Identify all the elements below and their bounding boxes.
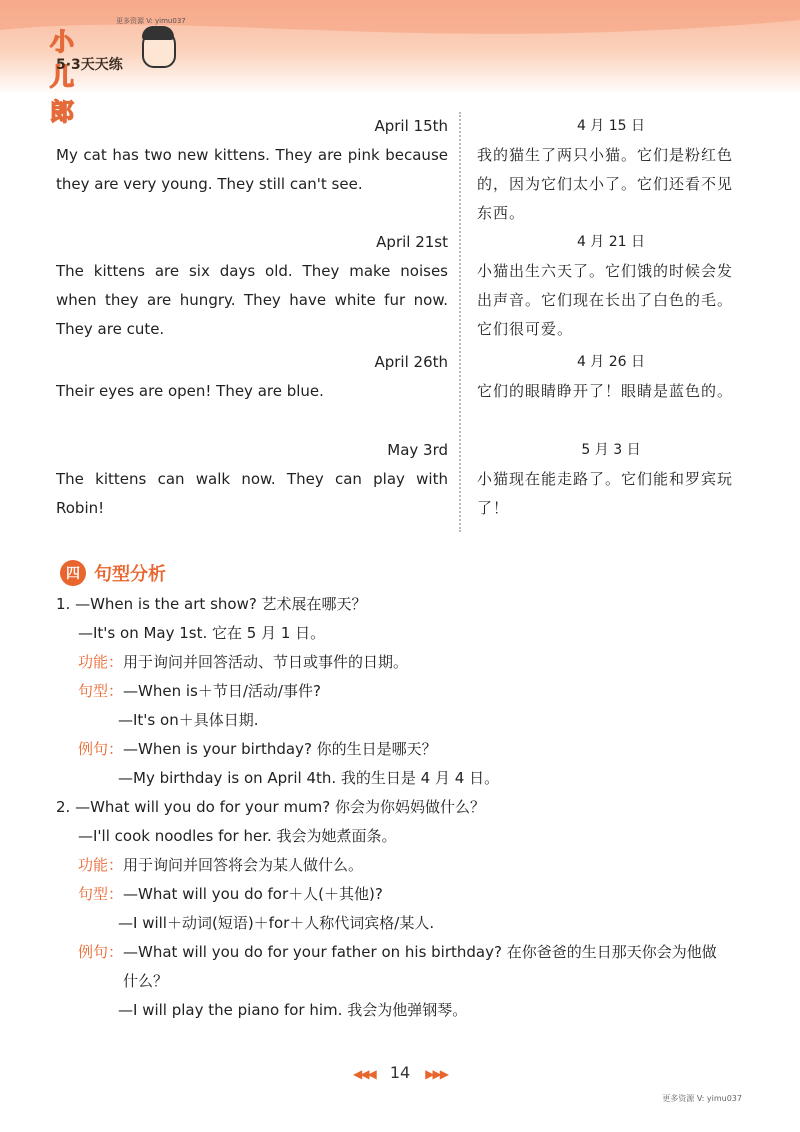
example-line: —What will you do for your father on his birthday? 在你爸爸的生日那天你会为他做什么？ bbox=[123, 943, 717, 990]
prev-arrows-icon: ◀◀◀ bbox=[353, 1067, 375, 1081]
item2-pattern-2: —I will＋动词(短语)＋for＋人称代词宾格/某人. bbox=[118, 914, 435, 932]
entry-date-cn: 4 月 26 日 bbox=[576, 354, 646, 370]
entry-date-cn: 5 月 3 日 bbox=[581, 442, 641, 458]
function-label: 功能： bbox=[78, 653, 124, 671]
entry-text-cn: 小猫现在能走路了。它们能和罗宾玩了！ bbox=[477, 470, 734, 517]
item2-pattern bbox=[56, 880, 746, 909]
entry-english bbox=[56, 228, 448, 344]
entry-text-cn: 小猫出生六天了。它们饿的时候会发出声音。它们现在长出了白色的毛。它们很可爱。 bbox=[477, 262, 734, 338]
item2-example bbox=[56, 938, 746, 996]
pattern-line: —What will you do for＋人(＋其他)? bbox=[123, 885, 383, 903]
example-line: —When is your birthday? 你的生日是哪天？ bbox=[123, 740, 437, 758]
entry-text-cn: 它们的眼睛睁开了！眼睛是蓝色的。 bbox=[477, 382, 734, 400]
function-label: 功能： bbox=[78, 856, 124, 874]
entry-chinese bbox=[477, 436, 745, 523]
entry-date-cn: 4 月 15 日 bbox=[576, 118, 646, 134]
entry-date-en: April 26th bbox=[374, 353, 448, 371]
sentence-analysis bbox=[56, 590, 746, 1025]
item2-example-2: —I will play the piano for him. 我会为他弹钢琴。 bbox=[118, 1001, 468, 1019]
footer-watermark: 更多资源 V: yimu037 bbox=[662, 1094, 742, 1103]
item1-question: 1. —When is the art show? 艺术展在哪天？ bbox=[56, 595, 367, 613]
pattern-line: —When is＋节日/活动/事件? bbox=[123, 682, 321, 700]
item1-example bbox=[56, 735, 746, 764]
entry-text-en: The kittens can walk now. They can play with Robin! bbox=[56, 470, 448, 517]
logo-watermark-text: 更多资源 V: yimu037 bbox=[116, 17, 186, 25]
entry-date-en: April 15th bbox=[374, 117, 448, 135]
example-label: 例句： bbox=[78, 740, 124, 758]
entry-english bbox=[56, 112, 448, 199]
page-footer bbox=[0, 1063, 800, 1082]
item1-function bbox=[56, 648, 746, 677]
diary-entry bbox=[56, 112, 744, 228]
item1-answer: —It's on May 1st. 它在 5 月 1 日。 bbox=[78, 624, 326, 642]
entry-text-en: My cat has two new kittens. They are pink because they are very young. They still can't see. bbox=[56, 146, 448, 193]
section-heading bbox=[60, 558, 166, 588]
logo-title: 小儿郎 bbox=[50, 28, 75, 126]
item1-pattern bbox=[56, 677, 746, 706]
item2-answer: —I'll cook noodles for her. 我会为她煮面条。 bbox=[78, 827, 397, 845]
diary-entry bbox=[56, 228, 744, 348]
page-number: 14 bbox=[389, 1063, 411, 1082]
item2-function bbox=[56, 851, 746, 880]
example-label: 例句： bbox=[78, 943, 124, 961]
item2-question: 2. —What will you do for your mum? 你会为你妈妈做什么？ bbox=[56, 798, 485, 816]
entry-chinese bbox=[477, 228, 745, 344]
entry-date-en: May 3rd bbox=[387, 441, 448, 459]
item1-pattern-2: —It's on＋具体日期. bbox=[118, 711, 259, 729]
diary-entry bbox=[56, 348, 744, 436]
entry-text-en: The kittens are six days old. They make noises when they are hungry. They have white fur now. They are cute. bbox=[56, 262, 448, 338]
next-arrows-icon: ▶▶▶ bbox=[425, 1067, 447, 1081]
pattern-label: 句型： bbox=[78, 885, 124, 903]
function-text: 用于询问并回答活动、节日或事件的日期。 bbox=[123, 653, 409, 671]
entry-english bbox=[56, 436, 448, 523]
entry-chinese bbox=[477, 112, 745, 228]
entry-date-en: April 21st bbox=[376, 233, 448, 251]
entry-date-cn: 4 月 21 日 bbox=[576, 234, 646, 250]
function-text: 用于询问并回答将会为某人做什么。 bbox=[123, 856, 364, 874]
pattern-label: 句型： bbox=[78, 682, 124, 700]
entry-chinese bbox=[477, 348, 745, 406]
logo-subtitle: 5·3天天练 bbox=[56, 57, 123, 73]
mascot-icon bbox=[142, 30, 176, 68]
item1-example-2: —My birthday is on April 4th. 我的生日是 4 月 4 日。 bbox=[118, 769, 500, 787]
header-wave-decoration bbox=[0, 0, 800, 95]
entry-english bbox=[56, 348, 448, 406]
entry-text-en: Their eyes are open! They are blue. bbox=[56, 382, 324, 400]
section-number-badge: 四 bbox=[60, 560, 86, 586]
entry-text-cn: 我的猫生了两只小猫。它们是粉红色的，因为它们太小了。它们还看不见东西。 bbox=[477, 146, 734, 222]
diary-entry bbox=[56, 436, 744, 536]
diary-entries bbox=[56, 112, 744, 536]
section-title: 句型分析 bbox=[94, 564, 166, 585]
